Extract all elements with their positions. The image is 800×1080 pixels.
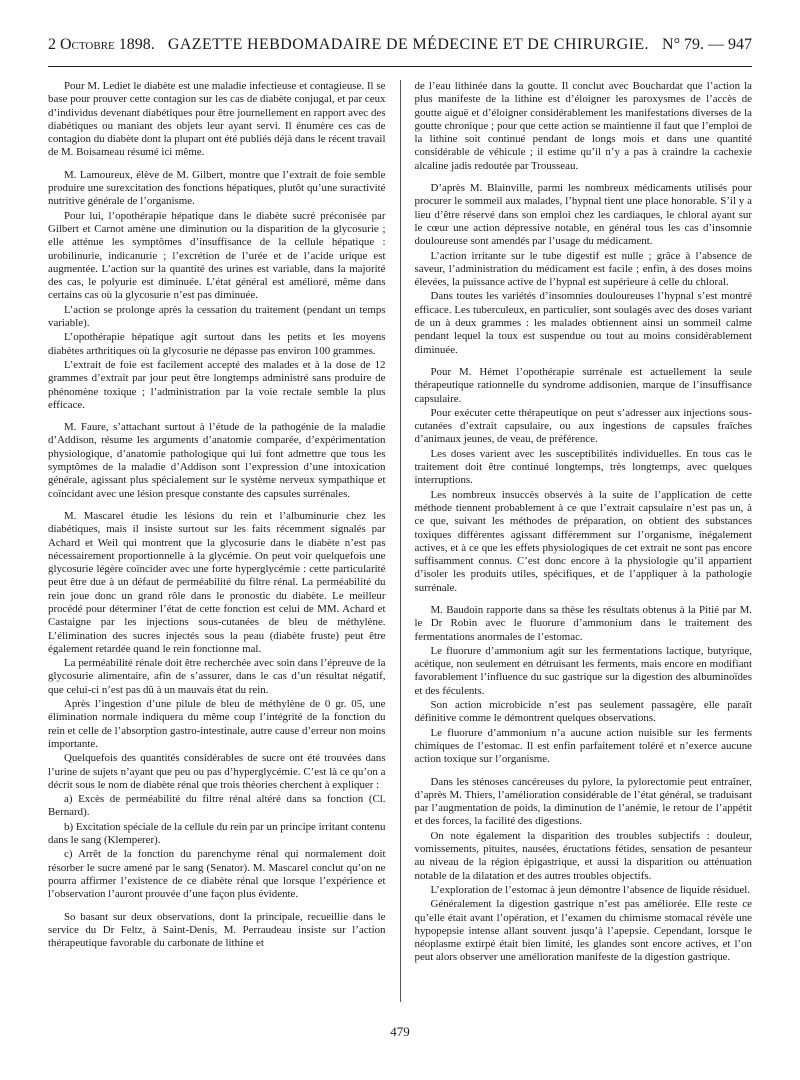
paragraph: So basant sur deux observations, dont la principale, recueillie dans le service du Dr Feltz, à Saint-Denis, M. Perraudeau insiste sur l’action thérapeutique favorable du carbonate de lithine et: [48, 910, 386, 950]
paragraph: Les nombreux insuccès observés à la suite de l’application de cette méthode tiennent probablement à ce que l’extrait capsulaire n’est pas un, à ce que, suivant les méthodes de préparation, on obtient des substances toxiques différentes agissant différemment sur l’organisme, inégalement actives, et à ce que les effets physiologiques de cet extrait ne sont pas encore suffisamment connus. C’est donc encore à la physiologie qu’il appartient d’isoler les produits utiles, spécifiques, et de l’appliquer à la pathologie surrénale.: [414, 488, 752, 594]
paragraph: Pour M. Hémet l’opothérapie surrénale est actuellement la seule thérapeutique rationnelle du syndrome addisonien, marque de l’insuffisance capsulaire.: [414, 365, 752, 405]
paragraph: Son action microbicide n’est pas seulement passagère, elle paraît définitive comme le démontrent quelques observations.: [414, 699, 752, 725]
column-divider: [400, 80, 401, 1002]
paragraph: Le fluorure d’ammonium n’a aucune action nuisible sur les ferments chimiques de l’estomac. Il est enfin parfaitement toléré et n’exerce aucune action toxique sur l’organisme.: [414, 726, 752, 766]
issue-page-number: N° 79. — 947: [662, 36, 752, 53]
page-header: [48, 36, 752, 67]
paragraph: Après l’ingestion d’une pilule de bleu de méthylène de 0 gr. 05, une élimination normale indiquera du même coup l’intégrité de la fonction du rein et celle de l’absorption gastro-intestinale, autre cause d’erreur non moins importante.: [48, 698, 386, 750]
journal-title: GAZETTE HEBDOMADAIRE DE MÉDECINE ET DE CHIRURGIE.: [167, 36, 649, 53]
paragraph: Généralement la digestion gastrique n’est pas améliorée. Elle reste ce qu’elle était avant l’opération, et l’examen du chimisme stomacal révèle une hypopepsie intense allant souvent jusqu’à l’apepsie. Cependant, lorsque le néoplasme extirpé était bien limité, les glandes sont encore actives, et l’on peut alors observer une amélioration manifeste de la digestion gastrique.: [414, 898, 752, 964]
paragraph: Les doses varient avec les susceptibilités individuelles. En tous cas le traitement doit être continué longtemps, très longtemps, avec quelques interruptions.: [414, 447, 752, 487]
paragraph: L’action se prolonge après la cessation du traitement (pendant un temps variable).: [48, 303, 386, 330]
paragraph: Dans les sténoses cancéreuses du pylore, la pylorectomie peut entraîner, d’après M. Thiers, l’amélioration considérable de l’état général, se traduisant par l’augmentation de poids, la diminution de l’anémie, le retour de l’appétit et des forces, la facilité des digestions.: [414, 775, 752, 828]
left-column: [48, 80, 386, 1002]
article-body: [48, 80, 752, 1002]
paragraph: Dans toutes les variétés d’insomnies douloureuses l’hypnal s’est montré efficace. Les tuberculeux, en particulier, sont soulagés avec des doses variant de un à deux grammes : les malades obtiennent ainsi un sommeil calme pendant lequel la toux est suspendue ou tout au moins considérablement diminuée.: [414, 290, 752, 356]
paragraph: L’action irritante sur le tube digestif est nulle ; grâce à l’absence de saveur, l’administration du médicament est facile ; enfin, à des doses moins élevées, la puissance active de l’hypnal est supérieure à celle du chloral.: [414, 249, 752, 289]
right-column: [415, 80, 753, 1002]
paragraph: On note également la disparition des troubles subjectifs : douleur, vomissements, pituites, nausées, éructations fétides, sensation de pesanteur au niveau de la région épigastrique, et aussi la disparition ou atténuation notable de la dilatation et des autres troubles objectifs.: [414, 829, 752, 882]
paragraph: Quelquefois des quantités considérables de sucre ont été trouvées dans l’urine de sujets n’ayant que peu ou pas d’hyperglycémie. C’est là ce qu’on a décrit sous le nom de diabète rénal que trois théories cherchent à expliquer :: [48, 752, 386, 791]
list-item: a) Excès de perméabilité du filtre rénal altéré dans sa fonction (Cl. Bernard).: [48, 793, 386, 819]
list-item: b) Excitation spéciale de la cellule du rein par un principe irritant contenu dans le sang (Klemperer).: [48, 820, 386, 847]
paragraph: M. Lamoureux, élève de M. Gilbert, montre que l’extrait de foie semble produire une surexcitation des fonctions hépatiques, plutôt qu’une suractivité nutritive générale de l’organisme.: [48, 168, 386, 208]
page-number: 479: [390, 1024, 410, 1039]
paragraph: Pour exécuter cette thérapeutique on peut s’adresser aux injections sous-cutanées d’extrait capsulaire, ou aux ingestions de capsules fraîches d’animaux jeunes, de veau, de préférence.: [414, 406, 752, 446]
paragraph: M. Baudoin rapporte dans sa thèse les résultats obtenus à la Pitié par M. le Dr Robin avec le fluorure d’ammonium dans le traitement des fermentations anormales de l’estomac.: [414, 603, 752, 643]
paragraph: L’exploration de l’estomac à jeun démontre l’absence de liquide résiduel.: [430, 883, 751, 896]
list-item: c) Arrêt de la fonction du parenchyme rénal qui normalement doit résorber le sucre amené par le sang (Senator). M. Mascarel conclut qu’on ne pourra affirmer l’existence de ce diabète rénal que lorsque l’expérience et l’observation l’auront prouvée d’une façon plus évidente.: [48, 848, 386, 901]
paragraph: L’opothérapie hépatique agit surtout dans les petits et les moyens diabètes arthritiques où la glycosurie ne dépasse pas environ 100 grammes.: [48, 331, 386, 357]
paragraph: Pour M. Lediet le diabète est une maladie infectieuse et contagieuse. Il se base pour prouver cette contagion sur les cas de diabète conjugal, et par ceux d’individus devenant diabétiques pour être journellement en rapport avec des diabétiques ou maniant des objets leur ayant servi. Il énumère ces cas de contagion du diabète dont la plupart ont été publiés déjà dans le récent travail de M. Boisameau résumé ici même.: [48, 80, 386, 159]
paragraph: de l’eau lithinée dans la goutte. Il conclut avec Bouchardat que l’action la plus manifeste de la lithine est d’éloigner les paroxysmes de l’accès de goutte aiguë et d’éloigner considérablement les manifestations diverses de la goutte chronique ; pour que cette action se maintienne il faut que l’emploi de la lithine soit continué pendant de longs mois et dans une quantité considérable de véhicule ; il estime qu’il n’y a pas à craindre la cachexie alcaline jadis redoutée par Trousseau.: [414, 80, 752, 172]
issue-date: 2 Octobre 1898.: [48, 36, 155, 53]
paragraph: M. Faure, s’attachant surtout à l’étude de la pathogénie de la maladie d’Addison, résume les arguments d’anatomie comparée, d’expérimentation physiologique, d’anatomie pathologique qui lui font admettre que tous les symptômes de la maladie d’Addison sont l’expression d’une intoxication générale, agissant plus spécialement sur le système nerveux sympathique et coïncidant avec une lésion presque constante des capsules surrénales.: [48, 421, 386, 500]
paragraph: L’extrait de foie est facilement accepté des malades et à la dose de 12 grammes d’extrait par jour peut être longtemps administré sans produire de phénomène toxique ; l’administration par la voie rectale semble la plus efficace.: [48, 358, 386, 411]
paragraph: D’après M. Blainville, parmi les nombreux médicaments utilisés pour procurer le sommeil aux malades, l’hypnal tient une place honorable. S’il y a lieu d’être réservé dans son emploi chez les cardiaques, le chloral ayant sur le cœur une action dépressive notable, en général tous les cas d’insomnie douloureuse sont amendés par l’usage du médicament.: [414, 182, 752, 248]
paragraph: Le fluorure d’ammonium agit sur les fermentations lactique, butyrique, acétique, non seulement en détruisant les ferments, mais encore en modifiant favorablement l’influence du suc gastrique sur la digestion des albuminoïdes et des féculents.: [414, 644, 752, 697]
paragraph: M. Mascarel étudie les lésions du rein et l’albuminurie chez les diabétiques, mais il insiste surtout sur les faits récemment signalés par Achard et Weil qui montrent que la glycosurie dans le diabète n’est pas nécessairement proportionnelle à la glycémie. On peut voir quelquefois une glycosurie légère coïncider avec une forte hyperglycémie : cette particularité peut être due à un défaut de perméabilité du filtre rénal. La perméabilité du rein joue donc un grand rôle dans le pronostic du diabète. Le meilleur procédé pour déterminer l’état de cette fonction est celui de MM. Achard et Castaigne par les injections sous-cutanées de bleu de méthylène. L’élimination des sucres injectés sous la peau (diabète fruste) peut être également retardée quand le rein fonctionne mal.: [48, 509, 386, 655]
paragraph: Pour lui, l’opothérapie hépatique dans le diabète sucré préconisée par Gilbert et Carnot amène une diminution ou la disparition de la glycosurie ; elle atténue les symptômes d’insuffisance de la cellule hépatique : urobilinurie, indicanurie ; l’excrétion de l’urée et de l’acide urique est augmentée. L’action sur la quantité des urines est variable, dans la majorité des cas, le polyurie est diminuée. L’état général est amélioré, même dans certains cas où la glycosurie n’est pas diminuée.: [48, 209, 386, 302]
paragraph: La perméabilité rénale doit être recherchée avec soin dans l’épreuve de la glycosurie alimentaire, afin de s’assurer, dans le cas d’un résultat négatif, que celui-ci n’est pas dû à un mauvais état du rein.: [48, 657, 386, 696]
